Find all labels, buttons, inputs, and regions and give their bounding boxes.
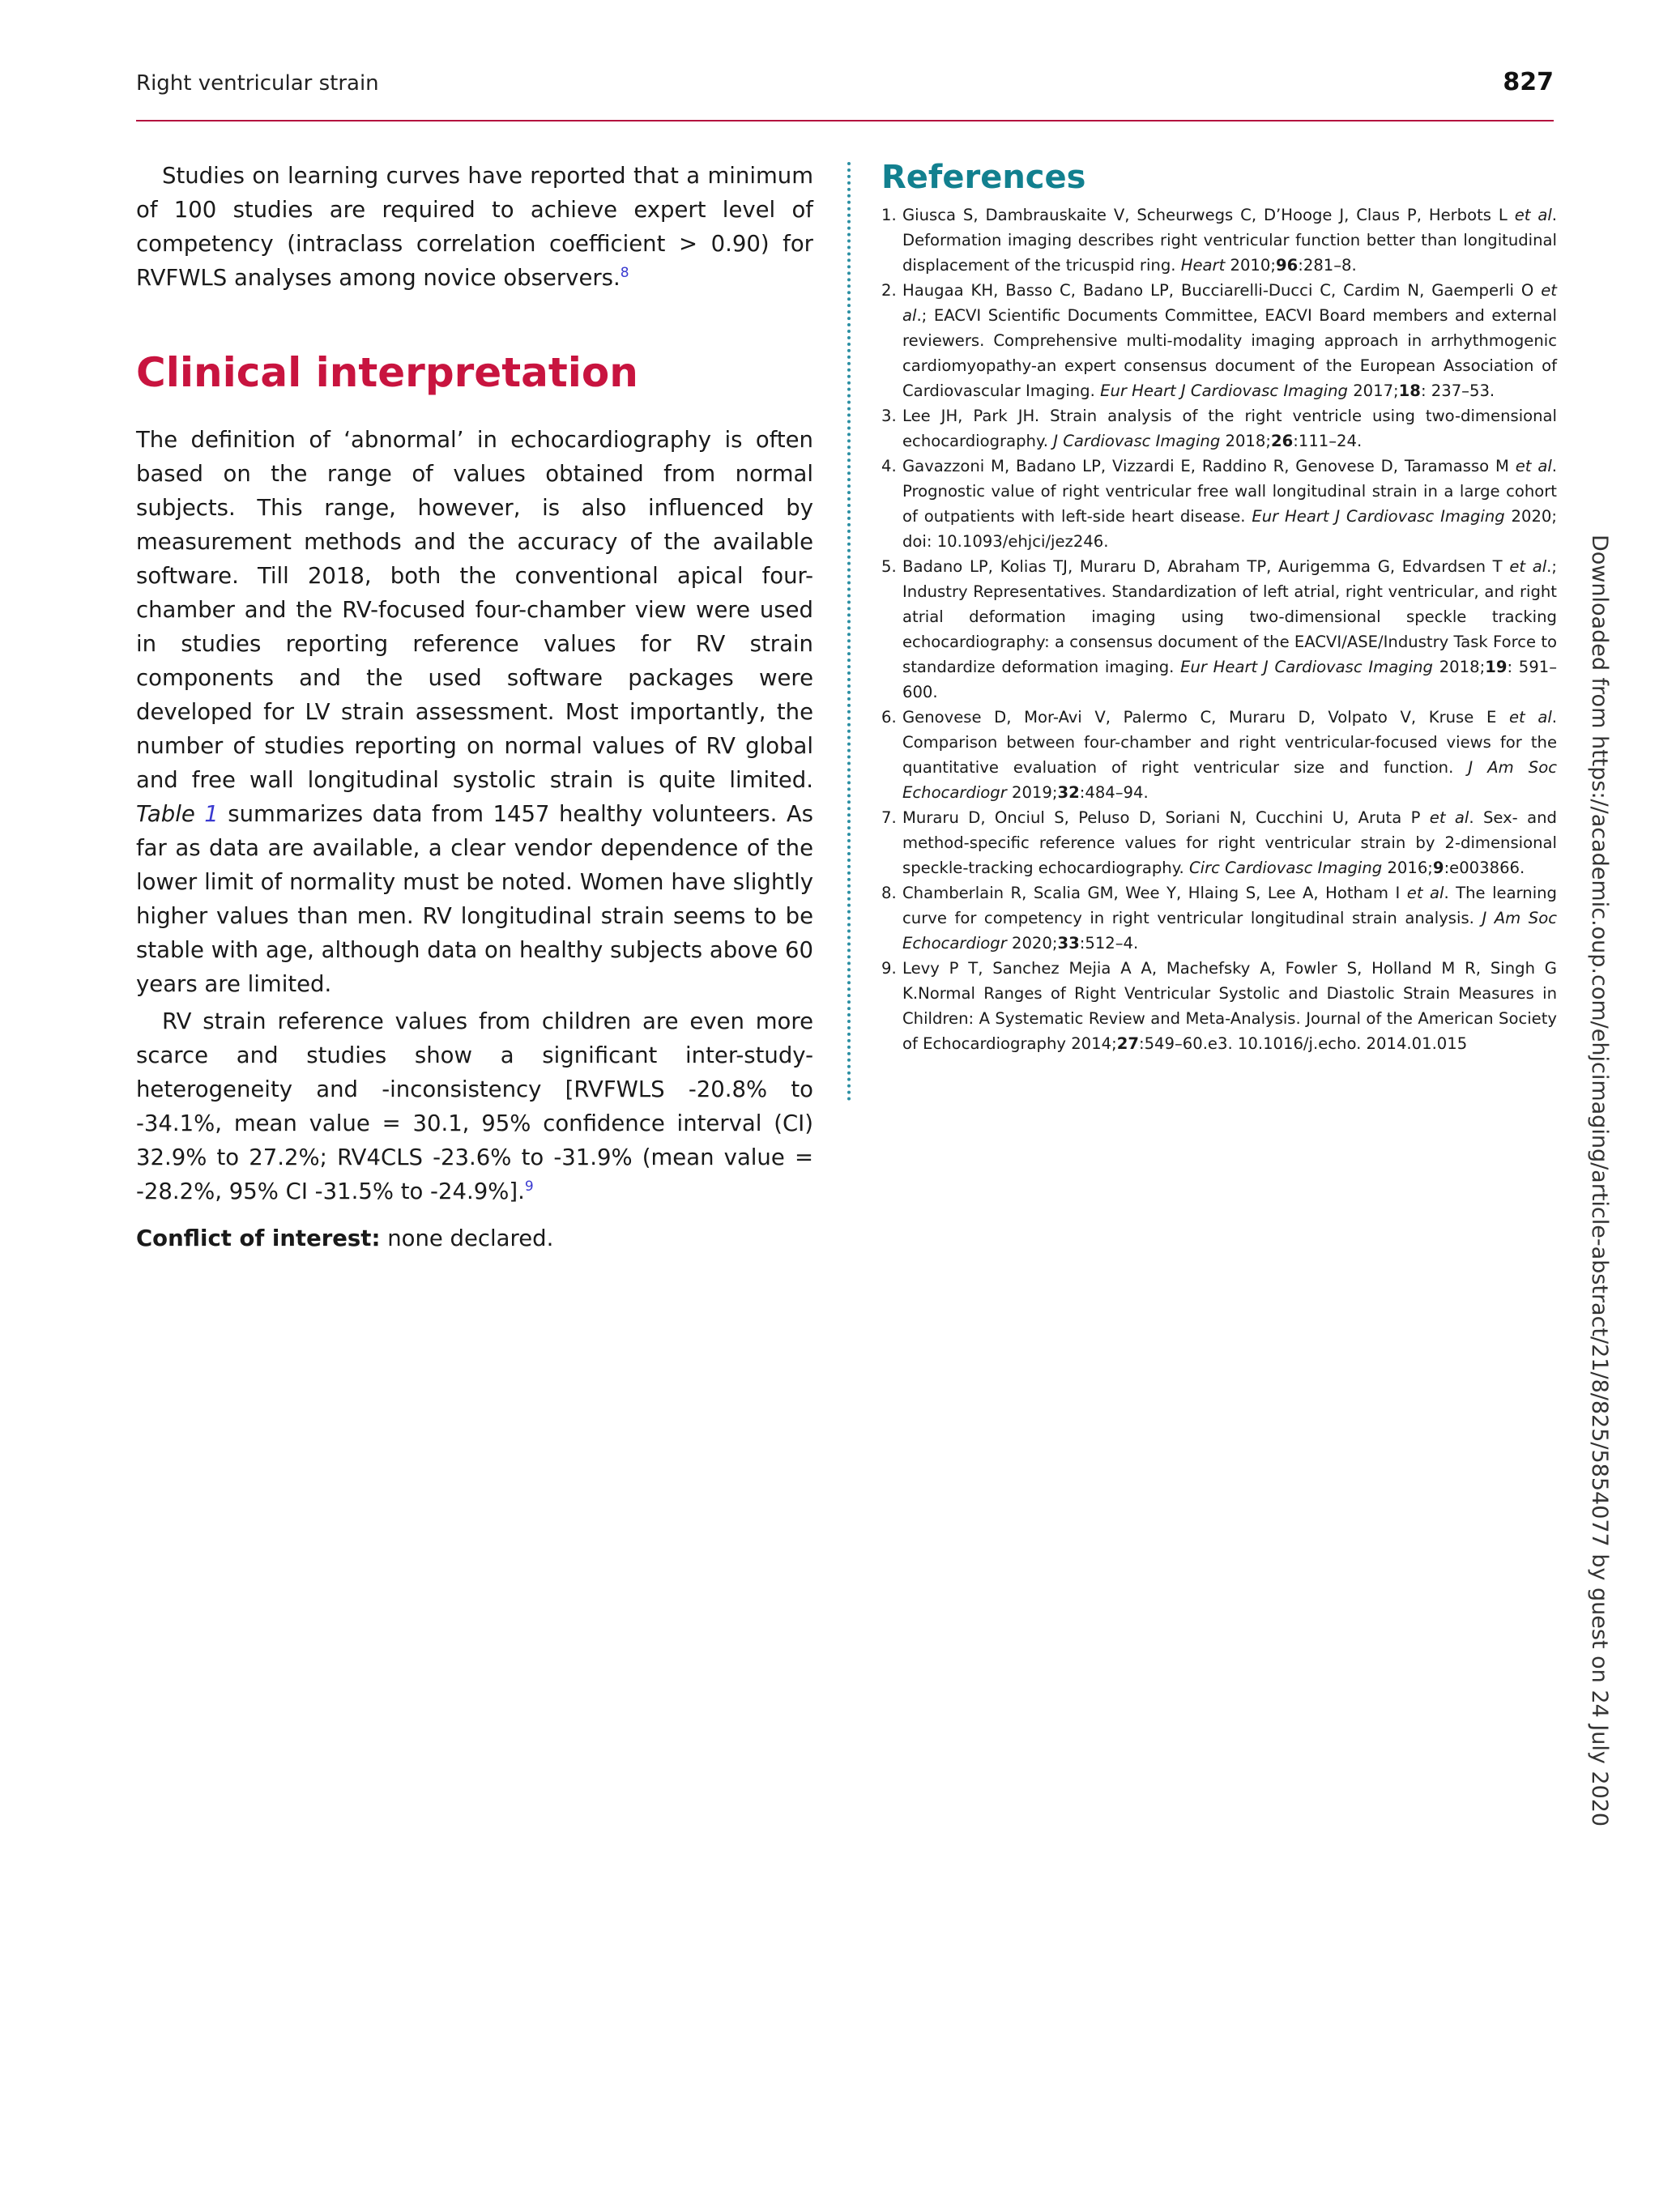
references-heading: References: [881, 159, 1086, 196]
reference-item: 1. Giusca S, Dambrauskaite V, Scheurwegs C, D’Hooge J, Claus P, Herbots L et al. Deformation imaging describes right ventricular function better than longitudinal displacement of the tricuspid ring. Heart 2010;96:281–8.: [881, 206, 1557, 275]
paragraph-learning-curves: Studies on learning curves have reported that a minimum of 100 studies are required to achieve expert level of competency (intraclass correlation coefficient > 0.90) for RVFWLS analyses among novice observers.$^8$: [136, 163, 813, 291]
header-rule: [136, 120, 1554, 121]
paragraph-definition-abnormal: The definition of ‘abnormal’ in echocardiography is often based on the range of values obtained from normal subjects. This range, however, is also influenced by measurement methods and the accuracy of the available software. Till 2018, both the conventional apical four-chamber and the RV-focused four-chamber view were used in studies reporting reference values for RV strain components and the used software packages were developed for LV strain assessment. Most importantly, the number of studies reporting on normal values of RV global and free wall longitudinal systolic strain is quite limited. Table 1 summarizes data from 1457 healthy volunteers. As far as data are available, a clear vendor dependence of the lower limit of normality must be noted. Women have slightly higher values than men. RV longitudinal strain seems to be stable with age, although data on healthy subjects above 60 years are limited.: [136, 427, 814, 997]
reference-item: 5. Badano LP, Kolias TJ, Muraru D, Abraham TP, Aurigemma G, Edvardsen T et al.; Industry Representatives. Standardization of left atrial, right ventricular, and right atrial deformation imaging using two-dimensional speckle tracking echocardiography: a consensus document of the EACVI/ASE/Industry Task Force to standardize deformation imaging. Eur Heart J Cardiovasc Imaging 2018;19: 591–600.: [881, 557, 1558, 701]
reference-item: 3. Lee JH, Park JH. Strain analysis of the right ventricle using two-dimensional echocardiography. J Cardiovasc Imaging 2018;26:111–24.: [881, 407, 1557, 450]
reference-item: 6. Genovese D, Mor-Avi V, Palermo C, Muraru D, Volpato V, Kruse E et al. Comparison between four-chamber and right ventricular-focused views for the quantitative evaluation of right ventricular size and function. J Am Soc Echocardiogr 2019;32:484–94.: [881, 708, 1557, 802]
citation-9-link[interactable]: 9: [524, 1178, 534, 1195]
citation-8-link[interactable]: 8: [620, 264, 629, 281]
reference-item: 7. Muraru D, Onciul S, Peluso D, Soriani N, Cucchini U, Aruta P et al. Sex- and method-specific reference values for right ventricular strain by 2-dimensional speckle-tracking echocardiography. Circ Cardiovasc Imaging 2016;9:e003866.: [881, 808, 1557, 877]
reference-item: 4. Gavazzoni M, Badano LP, Vizzardi E, Raddino R, Genovese D, Taramasso M et al. Prognostic value of right ventricular free wall longitudinal strain in a large cohort of outpatients with left-side heart disease. Eur Heart J Cardiovasc Imaging 2020; doi: 10.1093/ehjci/jez246.: [881, 457, 1557, 551]
right-column: [881, 159, 1557, 1056]
reference-list: [881, 202, 1557, 1056]
reference-item: 2. Haugaa KH, Basso C, Badano LP, Bucciarelli-Ducci C, Cardim N, Gaemperli O et al.; EACVI Scientific Documents Committee, EACVI Board members and external reviewers. Comprehensive multi-modality imaging approach in arrhythmogenic cardiomyopathy-an expert consensus document of the European Association of Cardiovascular Imaging. Eur Heart J Cardiovasc Imaging 2017;18: 237–53.: [881, 281, 1557, 400]
paragraph-children-reference: RV strain reference values from children are even more scarce and studies show a significant inter-study-heterogeneity and -inconsistency [RVFWLS -20.8% to -34.1%, mean value = 30.1, 95% confidence interval (CI) 32.9% to 27.2%; RV4CLS -23.6% to -31.9% (mean value = -28.2%, 95% CI -31.5% to -24.9%].$^9$: [136, 1008, 813, 1204]
column-divider: [847, 162, 851, 1102]
reference-item: 8. Chamberlain R, Scalia GM, Wee Y, Hlaing S, Lee A, Hotham I et al. The learning curve for competency in right ventricular longitudinal strain analysis. J Am Soc Echocardiogr 2020;33:512–4.: [881, 884, 1557, 953]
table-1-link[interactable]: 1: [204, 801, 219, 827]
left-column: [136, 159, 813, 1255]
page-number: 827: [1503, 68, 1554, 96]
conflict-of-interest: Conflict of interest: none declared.: [136, 1225, 554, 1251]
running-title: Right ventricular strain: [136, 71, 379, 96]
reference-item: 9. Levy P T, Sanchez Mejia A A, Machefsky A, Fowler S, Holland M R, Singh G K.Normal Ranges of Right Ventricular Systolic and Diastolic Strain Measures in Children: A Systematic Review and Meta-Analysis. Journal of the American Society of Echocardiography 2014;27:549–60.e3. 10.1016/j.echo. 2014.01.015: [881, 959, 1557, 1053]
download-watermark: Downloaded from https://academic.oup.com/ehjcimaging/article-abstract/21/8/825/5854077 by guest on 24 July 2020: [1587, 535, 1612, 1827]
section-heading-clinical-interpretation: Clinical interpretation: [136, 349, 638, 396]
